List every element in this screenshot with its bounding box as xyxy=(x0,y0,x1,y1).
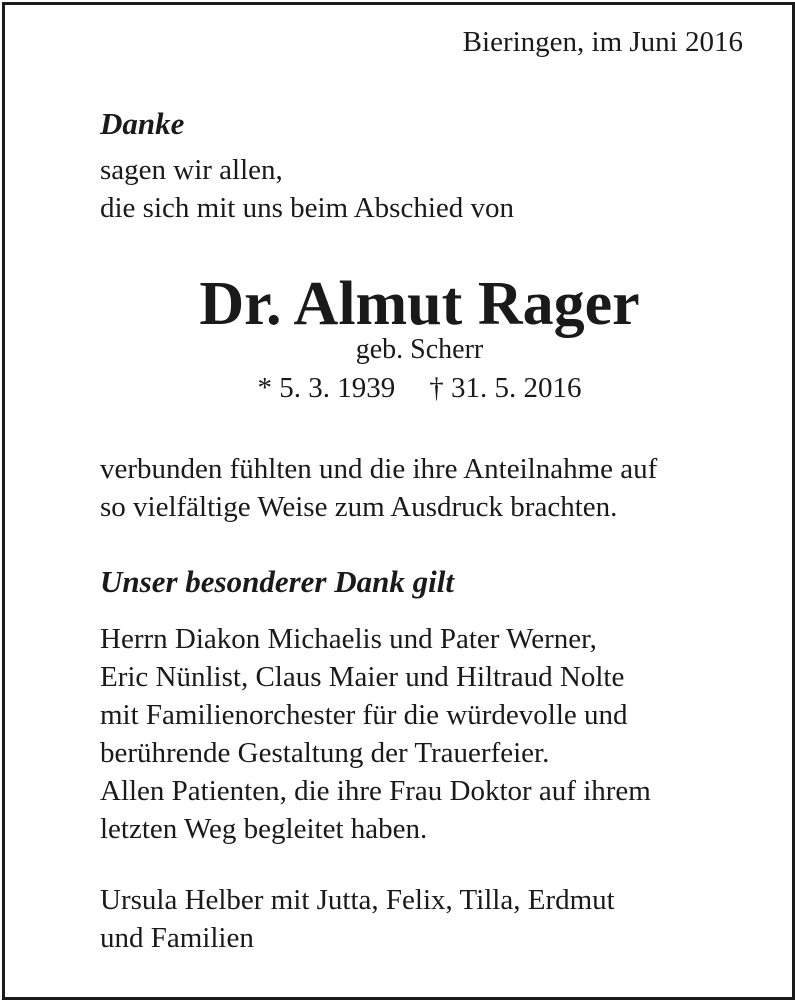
birth-name: geb. Scherr xyxy=(355,334,484,365)
life-dates xyxy=(22,369,795,407)
deceased-name: Dr. Almut Rager xyxy=(199,270,640,338)
intro-line: sagen wir allen, xyxy=(100,154,283,186)
danke-heading: Danke xyxy=(100,106,185,141)
signature-line: und Familien xyxy=(100,922,254,954)
signature xyxy=(100,881,615,957)
special-thanks-text xyxy=(100,620,651,848)
place-date: Bieringen, im Juni 2016 xyxy=(462,26,743,58)
birth-date: * 5. 3. 1939 xyxy=(257,372,396,404)
thanks-line: Allen Patienten, die ihre Frau Doktor auf ihrem xyxy=(100,775,651,807)
condolence-line: verbunden fühlten und die ihre Anteilnahme auf xyxy=(100,453,658,485)
thanks-line: Herrn Diakon Michaelis und Pater Werner, xyxy=(100,623,597,655)
thanks-line: mit Familienorchester für die würdevolle und xyxy=(100,699,628,731)
special-thanks-heading: Unser besonderer Dank gilt xyxy=(100,564,454,599)
intro-text xyxy=(100,151,514,227)
signature-line: Ursula Helber mit Jutta, Felix, Tilla, Erdmut xyxy=(100,884,615,916)
thanks-line: berührende Gestaltung der Trauerfeier. xyxy=(100,737,550,769)
condolence-text xyxy=(100,450,657,526)
thanks-line: Eric Nünlist, Claus Maier und Hiltraud Nolte xyxy=(100,661,625,693)
intro-line: die sich mit uns beim Abschied von xyxy=(100,192,515,224)
thanks-line: letzten Weg begleitet haben. xyxy=(100,813,428,845)
death-date: † 31. 5. 2016 xyxy=(429,372,582,404)
condolence-line: so vielfältige Weise zum Ausdruck brachten. xyxy=(100,491,618,523)
